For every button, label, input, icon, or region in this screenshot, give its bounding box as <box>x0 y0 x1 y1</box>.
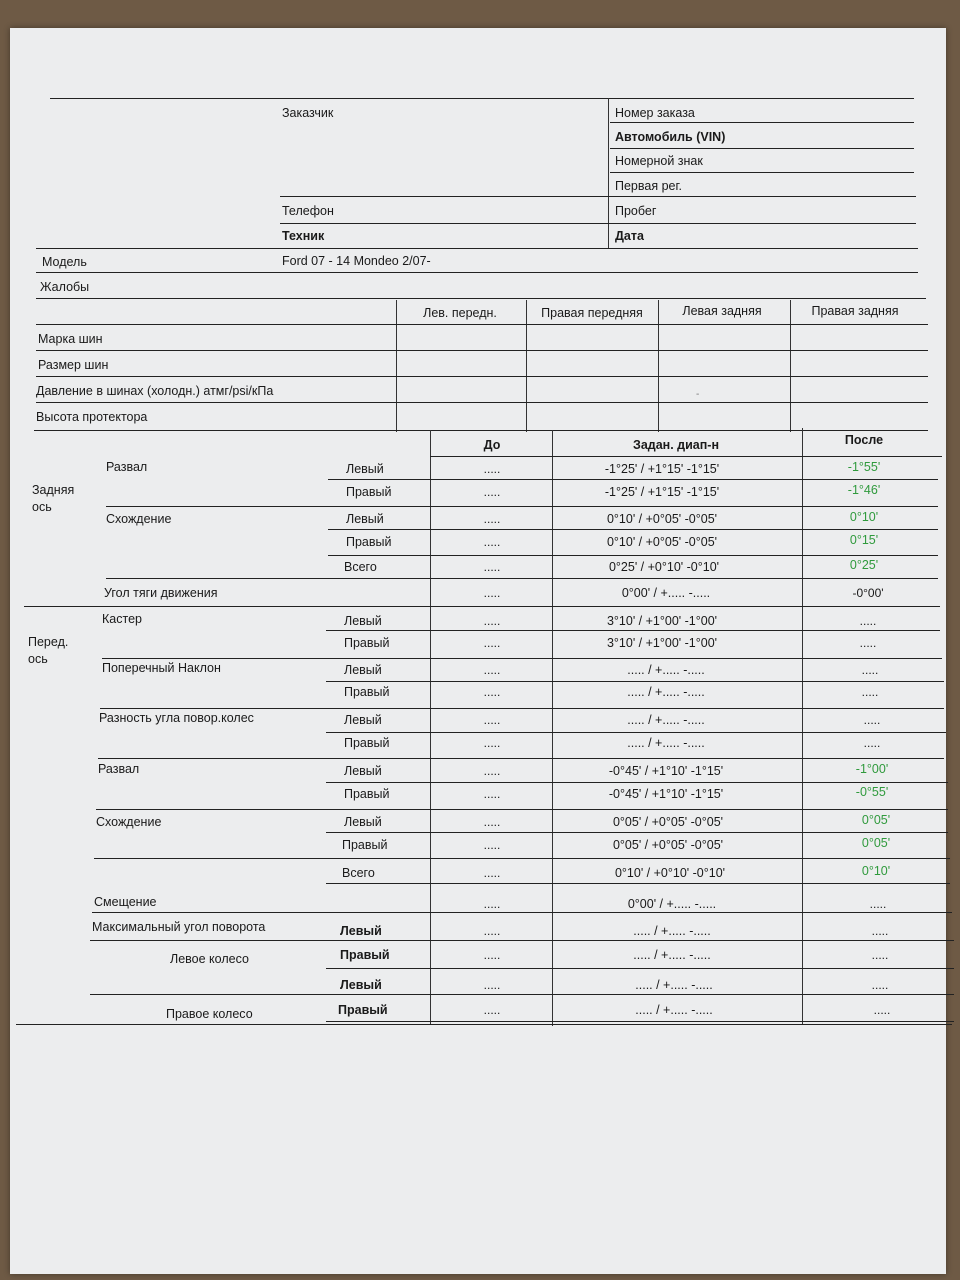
param-name: Смещение <box>94 895 157 909</box>
side-label: Правый <box>338 1003 388 1017</box>
value-after: ..... <box>861 685 879 699</box>
value-after: ..... <box>869 897 887 911</box>
header-divider <box>608 98 609 248</box>
spec-range: 3°10' / +1°00' -1°00' <box>606 614 718 628</box>
col-rule-before <box>430 430 431 1024</box>
rule <box>610 172 914 173</box>
row-separator <box>94 858 950 859</box>
rule <box>36 248 918 249</box>
value-after: -1°00' <box>855 762 889 776</box>
value-after: ..... <box>871 978 889 992</box>
value-before: ..... <box>483 685 501 699</box>
front-axle-label: Перед. ось <box>28 635 69 666</box>
spec-range: -0°45' / +1°10' -1°15' <box>608 787 724 801</box>
col-rule-after <box>802 428 803 1024</box>
value-after: ..... <box>859 614 877 628</box>
row-separator <box>106 578 938 579</box>
tire-row-pressure: Давление в шинах (холодн.) атмг/psi/кПа <box>36 384 274 398</box>
value-before: ..... <box>483 838 501 852</box>
spec-range: ..... / +..... -..... <box>633 948 711 962</box>
side-label: Правый <box>344 685 390 699</box>
row-separator <box>100 708 944 709</box>
rule <box>34 430 928 431</box>
rule <box>36 298 926 299</box>
side-label: Левый <box>344 614 382 628</box>
value-after: ..... <box>859 636 877 650</box>
row-separator <box>328 479 938 480</box>
side-label: Левый <box>344 764 382 778</box>
row-separator <box>90 940 954 941</box>
technician-label: Техник <box>282 229 325 243</box>
plate-label: Номерной знак <box>615 154 703 168</box>
side-label: Правый <box>346 485 392 499</box>
side-label: Правый <box>340 948 390 962</box>
side-label: Правый <box>342 838 388 852</box>
spec-range: 0°10' / +0°05' -0°05' <box>606 512 718 526</box>
param-name: Схождение <box>96 815 162 829</box>
row-separator <box>106 506 938 507</box>
first-reg-label: Первая рег. <box>615 179 682 193</box>
value-before: ..... <box>483 586 501 600</box>
tire-row-brand: Марка шин <box>38 332 103 346</box>
tire-dash: - <box>696 389 700 400</box>
value-before: ..... <box>483 614 501 628</box>
value-after: 0°10' <box>861 864 891 878</box>
tire-col-rear-right: Правая задняя <box>811 304 899 318</box>
spec-range: ..... / +..... -..... <box>627 685 705 699</box>
spec-range: ..... / +..... -..... <box>633 924 711 938</box>
param-name: Правое колесо <box>166 1007 253 1021</box>
side-label: Левый <box>344 815 382 829</box>
side-label: Правый <box>344 787 390 801</box>
row-separator <box>96 809 948 810</box>
tire-col-front-left: Лев. передн. <box>423 306 497 320</box>
value-after: 0°10' <box>849 510 879 524</box>
param-name: Разность угла повор.колес <box>99 711 254 725</box>
tire-col-rule <box>526 300 527 432</box>
value-after: ..... <box>863 736 881 750</box>
value-before: ..... <box>483 462 501 476</box>
col-after-header: После <box>844 433 884 447</box>
value-after: ..... <box>871 924 889 938</box>
side-label: Левый <box>344 713 382 727</box>
row-separator <box>328 555 938 556</box>
spec-range: -0°45' / +1°10' -1°15' <box>608 764 724 778</box>
rule <box>610 122 914 123</box>
rule <box>36 402 928 403</box>
value-after: -1°46' <box>847 483 881 497</box>
spec-range: 0°25' / +0°10' -0°10' <box>608 560 720 574</box>
row-separator <box>98 758 944 759</box>
col-before-header: До <box>483 438 501 452</box>
value-before: ..... <box>483 560 501 574</box>
rule <box>280 223 916 224</box>
param-name: Развал <box>98 762 140 776</box>
value-after: -0°55' <box>855 785 889 799</box>
side-label: Всего <box>344 560 377 574</box>
side-label: Правый <box>344 736 390 750</box>
side-label: Правый <box>344 636 390 650</box>
row-separator <box>328 529 938 530</box>
tire-col-rule <box>658 300 659 432</box>
param-name: Схождение <box>106 512 172 526</box>
tire-row-size: Размер шин <box>38 358 109 372</box>
spec-range: -1°25' / +1°15' -1°15' <box>604 485 720 499</box>
rule <box>36 350 928 351</box>
value-before: ..... <box>483 485 501 499</box>
bottom-rule <box>16 1024 952 1025</box>
value-before: ..... <box>483 948 501 962</box>
row-separator <box>24 606 940 607</box>
rule <box>610 148 914 149</box>
row-separator <box>326 630 940 631</box>
customer-label: Заказчик <box>282 106 334 120</box>
vehicle-vin-label: Автомобиль (VIN) <box>615 130 726 144</box>
model-label: Модель <box>42 255 87 269</box>
param-name: Развал <box>106 460 148 474</box>
rear-axle-label: Задняя ось <box>32 483 75 514</box>
param-name: Кастер <box>102 612 142 626</box>
date-label: Дата <box>615 229 644 243</box>
col-range-header: Задан. диап-н <box>633 438 719 452</box>
value-before: ..... <box>483 924 501 938</box>
param-name: Левое колесо <box>170 952 249 966</box>
param-name: Максимальный угол поворота <box>92 920 266 934</box>
value-after: 0°25' <box>849 558 879 572</box>
side-label: Левый <box>346 512 384 526</box>
value-after: -0°00' <box>852 586 884 600</box>
report-sheet <box>10 28 946 1274</box>
tire-col-rear-left: Левая задняя <box>682 304 762 318</box>
row-separator <box>326 968 954 969</box>
row-separator <box>326 732 946 733</box>
rule <box>280 196 916 197</box>
spec-range: ..... / +..... -..... <box>635 978 713 992</box>
side-label: Всего <box>342 866 375 880</box>
tire-col-rule <box>790 300 791 432</box>
row-separator <box>90 994 954 995</box>
spec-range: 0°00' / +..... -..... <box>627 897 717 911</box>
row-separator <box>92 912 952 913</box>
side-label: Левый <box>346 462 384 476</box>
side-label: Левый <box>344 663 382 677</box>
value-before: ..... <box>483 787 501 801</box>
value-after: -1°55' <box>847 460 881 474</box>
side-label: Левый <box>340 924 382 938</box>
row-separator <box>326 681 944 682</box>
tire-row-tread: Высота протектора <box>36 410 148 424</box>
value-before: ..... <box>483 764 501 778</box>
spec-range: 3°10' / +1°00' -1°00' <box>606 636 718 650</box>
rule <box>36 272 918 273</box>
spec-range: 0°05' / +0°05' -0°05' <box>612 838 724 852</box>
value-after: 0°05' <box>861 836 891 850</box>
side-label: Левый <box>340 978 382 992</box>
phone-label: Телефон <box>282 204 334 218</box>
value-before: ..... <box>483 713 501 727</box>
model-value: Ford 07 - 14 Mondeo 2/07- <box>282 254 431 268</box>
complaints-label: Жалобы <box>40 280 90 294</box>
rule <box>36 324 928 325</box>
value-after: ..... <box>873 1003 891 1017</box>
tire-col-rule <box>396 300 397 432</box>
value-after: ..... <box>861 663 879 677</box>
row-separator <box>326 883 950 884</box>
row-separator <box>102 658 942 659</box>
value-after: ..... <box>871 948 889 962</box>
param-name: Поперечный Наклон <box>102 661 221 675</box>
value-before: ..... <box>483 815 501 829</box>
value-before: ..... <box>483 636 501 650</box>
order-number-label: Номер заказа <box>615 106 695 120</box>
mileage-label: Пробег <box>615 204 657 218</box>
spec-range: 0°05' / +0°05' -0°05' <box>612 815 724 829</box>
spec-range: 0°10' / +0°10' -0°10' <box>614 866 726 880</box>
tire-col-front-right: Правая передняя <box>541 306 643 320</box>
param-name: Угол тяги движения <box>104 586 218 600</box>
value-after: 0°15' <box>849 533 879 547</box>
row-separator <box>326 832 948 833</box>
spec-range: ..... / +..... -..... <box>627 663 705 677</box>
spec-range: ..... / +..... -..... <box>627 713 705 727</box>
value-before: ..... <box>483 663 501 677</box>
value-before: ..... <box>483 866 501 880</box>
col-rule-range <box>552 430 553 1026</box>
rule <box>430 456 942 457</box>
spec-range: ..... / +..... -..... <box>627 736 705 750</box>
spec-range: 0°10' / +0°05' -0°05' <box>606 535 718 549</box>
value-after: ..... <box>863 713 881 727</box>
value-before: ..... <box>483 897 501 911</box>
value-after: 0°05' <box>861 813 891 827</box>
rule <box>36 376 928 377</box>
row-separator <box>326 1021 954 1022</box>
value-before: ..... <box>483 978 501 992</box>
value-before: ..... <box>483 535 501 549</box>
value-before: ..... <box>483 736 501 750</box>
value-before: ..... <box>483 1003 501 1017</box>
spec-range: -1°25' / +1°15' -1°15' <box>604 462 720 476</box>
spec-range: ..... / +..... -..... <box>635 1003 713 1017</box>
row-separator <box>326 782 948 783</box>
header-top-rule <box>50 98 914 99</box>
spec-range: 0°00' / +..... -..... <box>621 586 711 600</box>
value-before: ..... <box>483 512 501 526</box>
side-label: Правый <box>346 535 392 549</box>
